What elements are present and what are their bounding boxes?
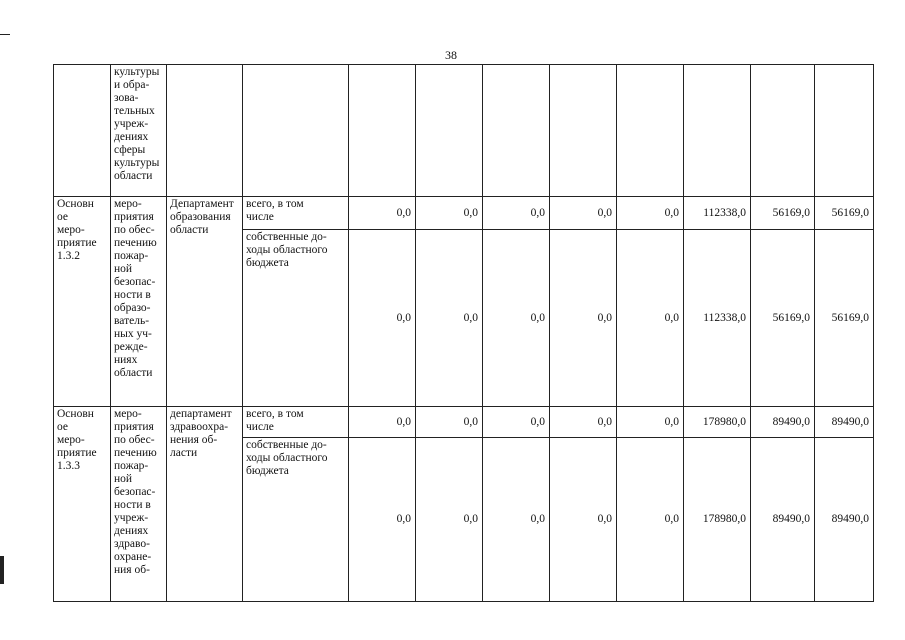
value-cell: 0,0 — [550, 230, 617, 407]
value-cell: 0,0 — [550, 197, 617, 230]
page-number: 38 — [445, 48, 457, 62]
continuation-row — [54, 65, 874, 197]
continued-activity-name: культуры и обра- зова- тельных учреж- дениях сферы культуры области — [111, 65, 167, 197]
table-cell — [815, 65, 874, 197]
table-cell — [349, 65, 416, 197]
executor: Департамент образования области — [167, 197, 243, 407]
activity-name: меро- приятия по обес- печению пожар- ной безопас- ности в учреж- дениях здраво- охране- ния об- — [111, 407, 167, 602]
value-cell: 89490,0 — [815, 407, 874, 438]
table-cell — [416, 65, 483, 197]
scan-mark-top — [0, 34, 10, 35]
funding-source: собственные до- ходы областного бюджета — [243, 438, 349, 602]
table-cell — [483, 65, 550, 197]
value-cell: 0,0 — [483, 438, 550, 602]
value-cell: 89490,0 — [751, 407, 815, 438]
table-cell — [167, 65, 243, 197]
value-cell: 56169,0 — [751, 197, 815, 230]
value-cell: 0,0 — [617, 407, 684, 438]
scan-mark-bottom — [0, 556, 4, 584]
table-cell — [54, 65, 111, 197]
value-cell: 0,0 — [617, 438, 684, 602]
table-cell — [617, 65, 684, 197]
value-cell: 0,0 — [349, 438, 416, 602]
value-cell: 0,0 — [550, 438, 617, 602]
executor: департамент здравоохра- нения об- ласти — [167, 407, 243, 602]
table-row — [54, 197, 874, 230]
funding-source: собственные до- ходы областного бюджета — [243, 230, 349, 407]
value-cell: 0,0 — [483, 407, 550, 438]
activity-id: Основн ое меро- приятие 1.3.2 — [54, 197, 111, 407]
budget-table — [53, 64, 874, 602]
value-cell: 0,0 — [416, 407, 483, 438]
value-cell: 0,0 — [416, 438, 483, 602]
value-cell: 0,0 — [349, 407, 416, 438]
table-cell — [243, 65, 349, 197]
value-cell: 0,0 — [483, 197, 550, 230]
value-cell: 56169,0 — [815, 197, 874, 230]
activity-name: меро- приятия по обес- печению пожар- ной безопас- ности в образо- ватель- ных уч- режде- ниях области — [111, 197, 167, 407]
value-cell: 0,0 — [349, 230, 416, 407]
value-cell: 89490,0 — [751, 438, 815, 602]
value-cell: 0,0 — [617, 197, 684, 230]
value-cell: 89490,0 — [815, 438, 874, 602]
value-cell: 0,0 — [416, 230, 483, 407]
value-cell: 0,0 — [550, 407, 617, 438]
value-cell: 0,0 — [416, 197, 483, 230]
value-cell: 178980,0 — [684, 438, 751, 602]
value-cell: 112338,0 — [684, 197, 751, 230]
table-row — [54, 407, 874, 438]
funding-source: всего, в том числе — [243, 407, 349, 438]
value-cell: 56169,0 — [751, 230, 815, 407]
table-cell — [684, 65, 751, 197]
activity-id: Основн ое меро- приятие 1.3.3 — [54, 407, 111, 602]
value-cell: 0,0 — [617, 230, 684, 407]
value-cell: 178980,0 — [684, 407, 751, 438]
funding-source: всего, в том числе — [243, 197, 349, 230]
value-cell: 56169,0 — [815, 230, 874, 407]
table-cell — [751, 65, 815, 197]
value-cell: 0,0 — [483, 230, 550, 407]
table-cell — [550, 65, 617, 197]
value-cell: 112338,0 — [684, 230, 751, 407]
value-cell: 0,0 — [349, 197, 416, 230]
